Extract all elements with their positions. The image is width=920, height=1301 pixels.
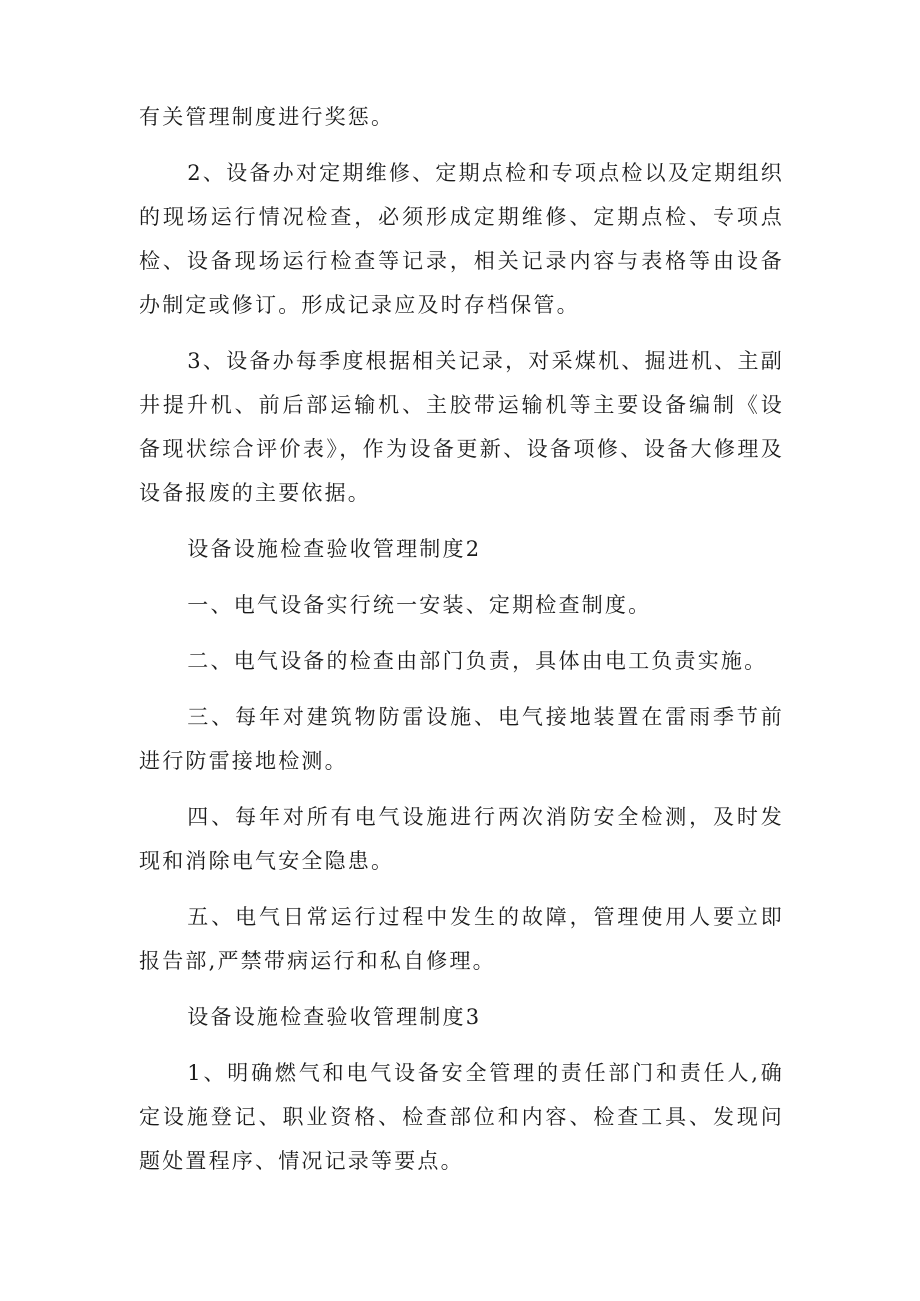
section-2-item: 一、电气设备实行统一安装、定期检查制度。 [187,593,652,617]
section-2-item: 二、电气设备的检查由部门负责，具体由电工负责实施。 [187,649,768,673]
paragraph-item-3: 3、设备办每季度根据相关记录，对采煤机、掘进机、主副井提升机、前后部运输机、主胶带运输机等主要设备编制《设备现状综合评价表》，作为设备更新、设备项修、设备大修理及设备报废的主要依据。 [139,349,784,505]
section-2-item: 三、每年对建筑物防雷设施、电气接地装置在雷雨季节前进行防雷接地检测。 [139,705,784,773]
section-2-item: 五、电气日常运行过程中发生的故障，管理使用人要立即报告部,严禁带病运行和私自修理。 [139,905,784,973]
section-2-item: 四、每年对所有电气设施进行两次消防安全检测，及时发现和消除电气安全隐患。 [139,805,784,873]
section-3-heading: 设备设施检查验收管理制度3 [187,1005,482,1029]
section-2-heading: 设备设施检查验收管理制度2 [187,537,482,561]
paragraph-item-2: 2、设备办对定期维修、定期点检和专项点检以及定期组织的现场运行情况检查，必须形成定期维修、定期点检、专项点检、设备现场运行检查等记录，相关记录内容与表格等由设备办制定或修订。形成记录应及时存档保管。 [139,161,784,317]
section-3-item: 1、明确燃气和电气设备安全管理的责任部门和责任人,确定设施登记、职业资格、检查部位和内容、检查工具、发现问题处置程序、情况记录等要点。 [139,1061,784,1173]
document-body [139,95,784,1195]
paragraph-continuation: 有关管理制度进行奖惩。 [139,105,395,129]
